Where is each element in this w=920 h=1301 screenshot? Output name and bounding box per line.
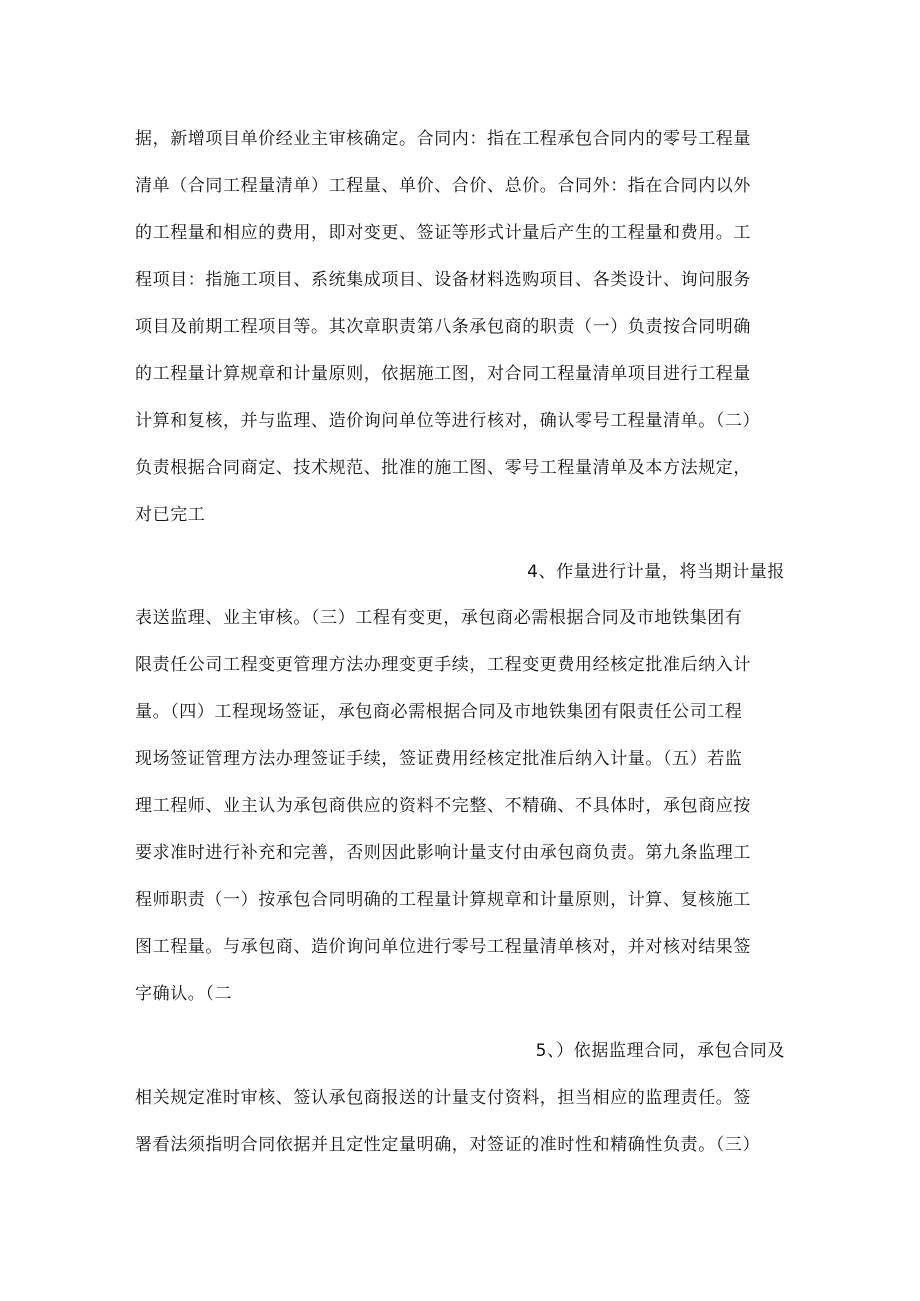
- text-line: 据，新增项目单价经业主审核确定。合同内：指在工程承包合同内的零号工程量: [135, 129, 751, 149]
- text-line: 署看法须指明合同依据并且定性定量明确，对签证的准时性和精确性负责。（三）: [135, 1135, 761, 1155]
- text-line: 图工程量。与承包商、造价询问单位进行零号工程量清单核对，并对核对结果签: [135, 937, 751, 957]
- text-line: 程项目：指施工项目、系统集成项目、设备材料选购项目、各类设计、询问服务: [135, 270, 751, 290]
- text-line: 程师职责（一）按承包合同明确的工程量计算规章和计量原则，计算、复核施工: [135, 890, 751, 910]
- text-line: 量。（四）工程现场签证，承包商必需根据合同及市地铁集团有限责任公司工程: [135, 702, 743, 722]
- text-line: 的工程量和相应的费用，即对变更、签证等形式计量后产生的工程量和费用。工: [135, 223, 751, 243]
- text-line: 的工程量计算规章和计量原则，依据施工图，对合同工程量清单项目进行工程量: [135, 364, 751, 384]
- section-number-line: 5、）依据监理合同，承包合同及: [535, 1041, 785, 1061]
- text-line: 现场签证管理方法办理签证手续，签证费用经核定批准后纳入计量。（五）若监: [135, 749, 743, 769]
- text-line: 计算和复核，并与监理、造价询问单位等进行核对，确认零号工程量清单。（二）: [135, 411, 761, 431]
- text-line: 项目及前期工程项目等。其次章职责第八条承包商的职责（一）负责按合同明确: [135, 317, 751, 337]
- text-line: 清单（合同工程量清单）工程量、单价、合价、总价。合同外：指在合同内以外: [135, 176, 751, 196]
- text-line: 负责根据合同商定、技术规范、批准的施工图、零号工程量清单及本方法规定，: [135, 458, 751, 478]
- text-line: 限责任公司工程变更管理方法办理变更手续，工程变更费用经核定批准后纳入计: [135, 655, 751, 675]
- text-line: 要求准时进行补充和完善，否则因此影响计量支付由承包商负责。第九条监理工: [135, 843, 751, 863]
- text-line: 字确认。（二: [135, 984, 233, 1004]
- section-number-line: 4、作量进行计量，将当期计量报: [527, 562, 785, 582]
- text-line: 表送监理、业主审核。（三）工程有变更，承包商必需根据合同及市地铁集团有: [135, 608, 743, 628]
- text-line: 相关规定准时审核、签认承包商报送的计量支付资料，担当相应的监理责任。签: [135, 1088, 751, 1108]
- text-line: 对已完工: [135, 505, 206, 525]
- text-line: 理工程师、业主认为承包商供应的资料不完整、不精确、不具体时，承包商应按: [135, 796, 751, 816]
